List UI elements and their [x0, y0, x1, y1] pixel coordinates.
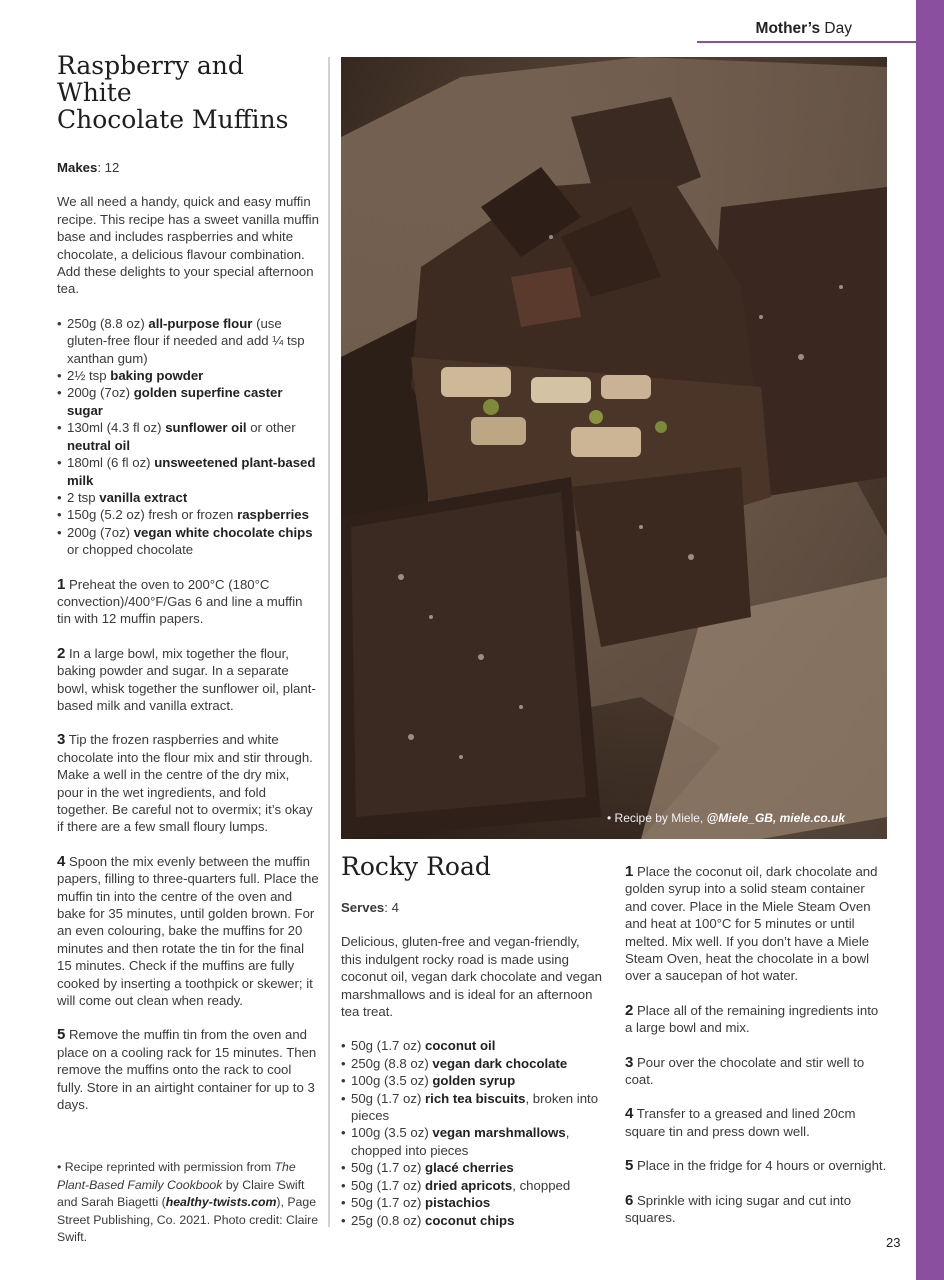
- step-text: Place the coconut oil, dark chocolate and golden syrup into a solid steam container and cover. Place in the Miele Steam Oven and heat at 100°C for 5 minutes or until melted. Mix well. If you don’t have a Miele Steam Oven, heat the chocolate in a bowl over a saucepan of hot water.: [625, 864, 878, 984]
- step-number: 5: [57, 1026, 66, 1044]
- step-text: Place all of the remaining ingredients into a large bowl and mix.: [625, 1002, 879, 1036]
- muffin-title: [57, 52, 319, 133]
- ingredient-name: vegan marshmallows: [432, 1125, 566, 1141]
- purple-side-bar: [916, 0, 944, 1280]
- muffin-title-line1: Raspberry and White: [57, 51, 244, 107]
- rocky-road-photo: [341, 57, 887, 839]
- ingredient-note: , chopped: [512, 1177, 571, 1193]
- step-number: 5: [625, 1157, 634, 1175]
- ingredient-item: [341, 1037, 603, 1054]
- ingredient-name: rich tea biscuits: [425, 1090, 526, 1106]
- serves-value: : 4: [384, 900, 399, 915]
- rocky-intro: Delicious, gluten-free and vegan-friendly, this indulgent rocky road is made using coconut oil, vegan dark chocolate and vegan marshmallows and is ideal for an afternoon tea treat.: [341, 934, 603, 1020]
- ingredient-name: glacé cherries: [425, 1160, 514, 1176]
- ingredient-amount: 200g (7oz): [67, 524, 134, 540]
- ingredient-note: , chopped into pieces: [351, 1125, 570, 1158]
- ingredient-name-alt: neutral oil: [67, 437, 131, 453]
- makes-label: Makes: [57, 160, 98, 175]
- step-number: 4: [57, 852, 66, 870]
- rocky-road-recipe: [341, 852, 603, 1229]
- muffin-source-note: [57, 1159, 319, 1247]
- ingredient-amount: 180ml (6 fl oz): [67, 455, 155, 471]
- method-step: [625, 863, 887, 985]
- method-step: [625, 1002, 887, 1037]
- ingredient-amount: 50g (1.7 oz): [351, 1177, 426, 1193]
- ingredient-item: [57, 454, 319, 489]
- method-step: [625, 1192, 887, 1227]
- step-number: 3: [625, 1053, 634, 1071]
- muffin-method: [57, 576, 319, 1114]
- ingredient-item: [341, 1072, 603, 1089]
- ingredient-item: [57, 524, 319, 559]
- section-title-bold: Mother’s: [755, 20, 821, 37]
- ingredient-item: [341, 1194, 603, 1211]
- ingredient-name: unsweetened plant-based milk: [67, 455, 316, 488]
- page-number: 23: [886, 1235, 901, 1250]
- photo-credit-handle: @Miele_GB, miele.co.uk: [706, 810, 845, 825]
- ingredient-item: [341, 1055, 603, 1072]
- ingredient-item: [341, 1177, 603, 1194]
- ingredient-note: , broken into pieces: [351, 1090, 599, 1124]
- ingredient-amount: 2 tsp: [67, 489, 100, 505]
- step-number: 1: [57, 575, 66, 593]
- method-step: [57, 645, 319, 715]
- method-step: [625, 1105, 887, 1140]
- ingredient-item: [57, 367, 319, 384]
- rocky-ingredient-list: [341, 1037, 603, 1228]
- section-title: [756, 20, 852, 37]
- note-website: healthy-twists.com: [165, 1195, 277, 1210]
- column-divider: [328, 57, 330, 1227]
- ingredient-name: pistachios: [425, 1195, 491, 1211]
- step-text: In a large bowl, mix together the flour, baking powder and sugar. In a separate bowl, whisk together the sunflower oil, plant-based milk and vanilla extract.: [57, 645, 316, 713]
- rocky-road-title: Rocky Road: [341, 852, 491, 881]
- photo-credit-prefix: • Recipe by Miele,: [607, 810, 707, 825]
- section-header: [697, 18, 916, 43]
- ingredient-item: [57, 506, 319, 523]
- ingredient-note: or other: [246, 420, 296, 436]
- note-book-title: The Plant-Based Family Cookbook: [57, 1160, 296, 1192]
- step-text: Spoon the mix evenly between the muffin papers, filling to three-quarters full. Place the muffin tin into the centre of the oven and bake for 35 minutes, until golden brown. For an even colouring, bake the muffins for 20 minutes and then rotate the tin for the final 15 minutes. Check if the muffins are fully cooked by inserting a toothpick or skewer; it will come out clean when ready.: [57, 853, 319, 1009]
- rocky-road-illustration: [341, 57, 887, 839]
- ingredient-amount: 150g (5.2 oz) fresh or frozen: [67, 507, 238, 523]
- serves-label: Serves: [341, 900, 385, 915]
- step-text: Place in the fridge for 4 hours or overnight.: [633, 1158, 887, 1174]
- muffin-recipe: [57, 52, 319, 1114]
- step-text: Preheat the oven to 200°C (180°C convection)/400°F/Gas 6 and line a muffin tin with 12 muffin papers.: [57, 576, 303, 627]
- method-step: [57, 731, 319, 835]
- ingredient-amount: 50g (1.7 oz): [351, 1195, 426, 1211]
- rocky-method: [625, 863, 887, 1227]
- ingredient-item: [341, 1124, 603, 1159]
- step-number: 4: [625, 1105, 634, 1123]
- ingredient-amount: 25g (0.8 oz): [351, 1212, 426, 1228]
- ingredient-name: dried apricots: [425, 1177, 513, 1193]
- ingredient-name: all-purpose flour: [148, 315, 253, 331]
- ingredient-item: [341, 1090, 603, 1125]
- ingredient-amount: 250g (8.8 oz): [67, 315, 149, 331]
- step-number: 6: [625, 1191, 634, 1209]
- ingredient-item: [57, 315, 319, 367]
- ingredient-amount: 50g (1.7 oz): [351, 1090, 426, 1106]
- muffin-title-line2: Chocolate Muffins: [57, 105, 289, 134]
- note-text-b: by Claire Swift and Sarah Biagetti (: [57, 1177, 305, 1210]
- ingredient-item: [341, 1159, 603, 1176]
- muffin-intro: We all need a handy, quick and easy muffin recipe. This recipe has a sweet vanilla muffin base and includes raspberries and white chocolate, a delicious flavour combination. Add these delights to your special afternoon tea.: [57, 194, 319, 297]
- note-text-a: • Recipe reprinted with permission from: [57, 1160, 275, 1174]
- ingredient-amount: 100g (3.5 oz): [351, 1125, 433, 1141]
- step-text: Sprinkle with icing sugar and cut into squares.: [625, 1192, 852, 1226]
- step-text: Pour over the chocolate and stir well to coat.: [625, 1054, 865, 1088]
- method-step: [57, 853, 319, 1010]
- muffin-makes: [57, 159, 319, 176]
- ingredient-amount: 50g (1.7 oz): [351, 1160, 426, 1176]
- ingredient-name: sunflower oil: [165, 420, 247, 436]
- ingredient-amount: 200g (7oz): [67, 385, 134, 401]
- step-number: 1: [625, 863, 634, 880]
- ingredient-item: [57, 419, 319, 454]
- ingredient-name: coconut oil: [425, 1038, 496, 1054]
- makes-value: : 12: [97, 160, 120, 175]
- method-step: [625, 1054, 887, 1089]
- photo-credit: [607, 810, 845, 827]
- step-text: Tip the frozen raspberries and white chocolate into the flour mix and stir through. Make a well in the centre of the dry mix, pour in the wet ingredients, and fold together. Be careful not to overmix; it’s okay if there are a few small floury lumps.: [57, 732, 313, 835]
- ingredient-amount: 50g (1.7 oz): [351, 1038, 426, 1054]
- step-text: Remove the muffin tin from the oven and place on a cooling rack for 15 minutes. Then remove the muffins onto the rack to cool fully. Store in an airtight container for up to 3 days.: [57, 1027, 317, 1113]
- step-text: Transfer to a greased and lined 20cm square tin and press down well.: [625, 1106, 856, 1139]
- ingredient-amount: 100g (3.5 oz): [351, 1073, 433, 1089]
- ingredient-name: vegan dark chocolate: [432, 1055, 568, 1071]
- method-step: [57, 1026, 319, 1113]
- ingredient-name: raspberries: [237, 507, 309, 523]
- note-text-c: ), Page Street Publishing, Co. 2021. Photo credit: Claire Swift.: [57, 1195, 319, 1245]
- ingredient-name: vegan white chocolate chips: [133, 524, 313, 540]
- ingredient-name: golden syrup: [432, 1073, 516, 1089]
- step-number: 2: [625, 1001, 634, 1019]
- method-step: [57, 576, 319, 628]
- ingredient-item: [57, 489, 319, 506]
- ingredient-item: [341, 1212, 603, 1229]
- method-step: [625, 1157, 887, 1174]
- ingredient-item: [57, 384, 319, 419]
- step-number: 3: [57, 731, 66, 749]
- ingredient-note: (use gluten-free flour if needed and add ¼ tsp xanthan gum): [67, 315, 305, 366]
- ingredient-amount: 2½ tsp: [67, 368, 111, 384]
- rocky-serves: [341, 899, 603, 916]
- ingredient-name: golden superfine caster sugar: [67, 385, 283, 418]
- step-number: 2: [57, 644, 66, 662]
- ingredient-name: coconut chips: [425, 1212, 515, 1228]
- muffin-ingredient-list: [57, 315, 319, 559]
- ingredient-name: vanilla extract: [99, 489, 188, 505]
- ingredient-amount: 130ml (4.3 fl oz): [67, 420, 166, 436]
- ingredient-note: or chopped chocolate: [67, 542, 194, 558]
- ingredient-name: baking powder: [110, 368, 204, 384]
- section-title-rest: Day: [820, 20, 852, 37]
- ingredient-amount: 250g (8.8 oz): [351, 1055, 433, 1071]
